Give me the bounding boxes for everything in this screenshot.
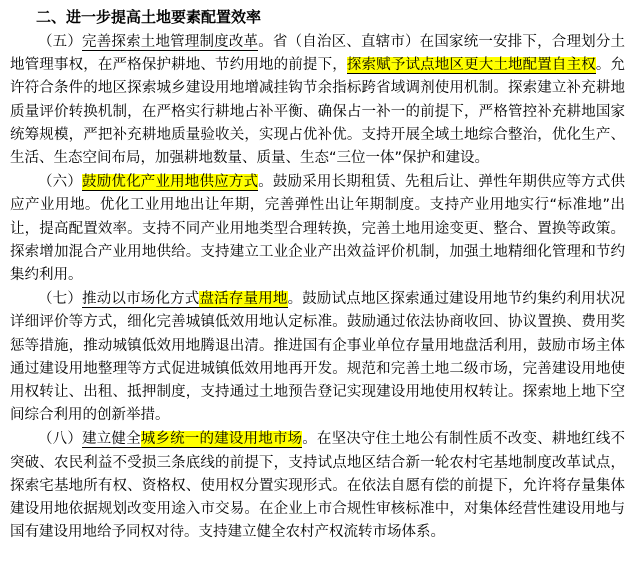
document-body bbox=[10, 31, 625, 544]
highlighted-text: 建立健全 bbox=[82, 431, 141, 448]
highlighted-text: 城乡统一的建设用地市场 bbox=[140, 431, 303, 448]
body-text: 。省（自治区、直辖市）在国家统一安排下，合理划分土地管理事权，在严格保护耕地、节约用地的前提下， bbox=[10, 34, 626, 74]
highlighted-text: 推动以市场化方式 bbox=[82, 291, 200, 308]
paragraph-para-6 bbox=[10, 171, 625, 287]
paragraph-para-5 bbox=[10, 31, 625, 170]
highlighted-text: 探索赋予试点地区更大土地配置自主权 bbox=[346, 57, 596, 74]
paragraph-para-7 bbox=[10, 288, 625, 427]
page-title: 二、进一步提高土地要素配置效率 bbox=[36, 8, 262, 26]
body-text: （六） bbox=[38, 174, 83, 191]
body-text: 。允许符合条件的地区探索城乡建设用地增减挂钩节余指标跨省域调剂使用机制。探索建立补充耕地质量评价转换机制，在严格实行耕地占补平衡、确保占一补一的前提下，严格管控补充耕地国家统筹规模，严把补充耕地质量验收关，实现占优补优。支持开展全域土地综合整治，优化生产、生活、生态空间布局，加强耕地数量、质量、生态“三位一体”保护和建设。 bbox=[10, 57, 626, 167]
body-text: 。鼓励试点地区探索通过建设用地节约集约利用状况详细评价等方式，细化完善城镇低效用地认定标准。鼓励通过依法协商收回、协议置换、费用奖惩等措施，推动城镇低效用地腾退出清。推进国有企事业单位存量用地盘活利用，鼓励市场主体通过建设用地整理等方式促进城镇低效用地再开发。规范和完善土地二级市场，完善建设用地使用权转让、出租、抵押制度，支持通过土地预告登记实现建设用地使用权转让。探索地上地下空间综合利用的创新举措。 bbox=[10, 291, 626, 424]
body-text: （五） bbox=[38, 34, 83, 50]
body-text: （八） bbox=[38, 431, 83, 448]
highlighted-text: 鼓励优化产业用地供应方式 bbox=[82, 174, 259, 191]
body-text: 。在坚决守住土地公有制性质不改变、耕地红线不突破、农民利益不受损三条底线的前提下，支持试点地区结合新一轮农村宅基地制度改革试点，探索宅基地所有权、资格权、使用权分置实现形式。在依法自愿有偿的前提下，允许将存量集体建设用地依据规划改变用途入市交易。在企业上市合规性审核标准中，对集体经营性建设用地与国有建设用地给予同权对待。支持建立健全农村产权流转市场体系。 bbox=[10, 431, 626, 541]
highlighted-text: 盘活存量用地 bbox=[199, 291, 288, 308]
body-text: （七） bbox=[38, 291, 83, 308]
paragraph-para-8 bbox=[10, 428, 625, 544]
highlighted-text: 完善探索土地管理制度改革 bbox=[82, 34, 259, 50]
body-text: 。鼓励采用长期租赁、先租后让、弹性年期供应等方式供应产业用地。优化工业用地出让年期，完善弹性出让年期制度。支持产业用地实行“标准地”出让，提高配置效率。支持不同产业用地类型合理转换，完善土地用途变更、整合、置换等政策。探索增加混合产业用地供给。支持建立工业企业产出效益评价机制，加强土地精细化管理和节约集约利用。 bbox=[10, 174, 626, 284]
